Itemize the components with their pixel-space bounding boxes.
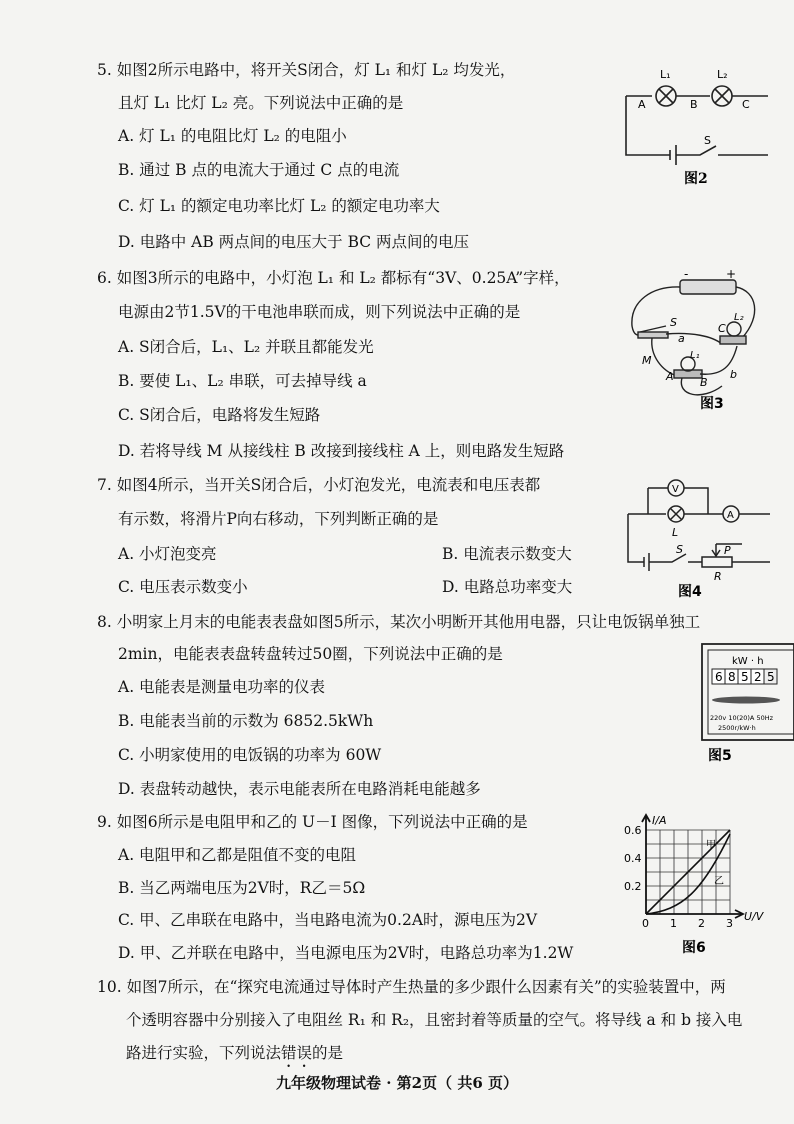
- fig3-label-b: B: [700, 376, 708, 389]
- figure-5-energy-meter: [700, 642, 794, 764]
- fig2-caption: 图2: [684, 171, 708, 187]
- q5-stem-line2: 且灯 L₁ 比灯 L₂ 亮。下列说法中正确的是: [118, 94, 404, 112]
- q6-stem-line2: 电源由2节1.5V的干电池串联而成，则下列说法中正确的是: [118, 303, 521, 321]
- q6-option-d: D. 若将导线 M 从接线柱 B 改接到接线柱 A 上，则电路发生短路: [118, 442, 565, 460]
- q10-stem3-pre: 路进行实验，下列说法: [126, 1044, 282, 1062]
- fig2-label-s: S: [704, 134, 711, 147]
- fig2-label-a: A: [638, 98, 646, 111]
- graph-label-jia: 甲: [706, 840, 716, 851]
- q5-option-c: C. 灯 L₁ 的额定电功率比灯 L₂ 的额定电功率大: [118, 197, 440, 215]
- fig3-label-s: S: [670, 316, 677, 329]
- q7-option-a: A. 小灯泡变亮: [118, 545, 217, 563]
- q7-option-d: D. 电路总功率变大: [442, 578, 573, 596]
- fig3-label-b-wire: b: [730, 368, 737, 381]
- fig3-label-a: A: [666, 370, 674, 383]
- figure-3-circuit: [622, 266, 772, 416]
- fig6-caption: 图6: [682, 940, 706, 956]
- q10-stem3-post: 的是: [312, 1044, 344, 1062]
- figure-2-circuit: [618, 60, 768, 190]
- q8-option-a: A. 电能表是测量电功率的仪表: [118, 678, 326, 696]
- q5-option-b: B. 通过 B 点的电流大于通过 C 点的电流: [118, 161, 400, 179]
- q7-option-b: B. 电流表示数变大: [442, 545, 572, 563]
- fig4-label-v: V: [672, 484, 679, 495]
- q5-option-a: A. 灯 L₁ 的电阻比灯 L₂ 的电阻小: [118, 127, 347, 145]
- graph-ylabel: I/A: [652, 814, 667, 827]
- meter-digit-4: 2: [754, 670, 762, 684]
- q10-stem-line3: [126, 1043, 343, 1071]
- fig4-caption: 图4: [678, 584, 702, 600]
- fig4-label-p: P: [724, 544, 731, 557]
- graph-ytick-04: 0.4: [624, 852, 642, 865]
- q10-stem3-emphasis: 错误: [281, 1044, 313, 1062]
- q8-option-d: D. 表盘转动越快，表示电能表所在电路消耗电能越多: [118, 780, 481, 798]
- q9-option-d: D. 甲、乙并联在电路中，当电源电压为2V时，电路总功率为1.2W: [118, 944, 574, 962]
- figure-6-ui-graph: [622, 812, 794, 964]
- fig2-label-c: C: [742, 98, 750, 111]
- fig3-label-a-wire: a: [678, 332, 685, 345]
- figure-4-circuit: [620, 474, 770, 602]
- q7-option-c: C. 电压表示数变小: [118, 578, 248, 596]
- fig4-label-a: A: [727, 510, 734, 521]
- graph-xlabel: U/V: [744, 910, 764, 923]
- page-footer: 九年级物理试卷 · 第2页（ 共6 页）: [276, 1074, 518, 1092]
- graph-ytick-06: 0.6: [624, 824, 642, 837]
- meter-spec-1: 220v 10(20)A 50Hz: [710, 714, 774, 722]
- meter-digit-5: 5: [767, 670, 775, 684]
- q8-option-b: B. 电能表当前的示数为 6852.5kWh: [118, 712, 374, 730]
- fig3-label-m: M: [642, 354, 652, 367]
- graph-xtick-3: 3: [726, 917, 733, 930]
- fig3-caption: 图3: [700, 396, 724, 412]
- fig3-label-minus: -: [684, 267, 689, 281]
- q8-option-c: C. 小明家使用的电饭锅的功率为 60W: [118, 746, 382, 764]
- q7-stem-line1: 7. 如图4所示，当开关S闭合后，小灯泡发光，电流表和电压表都: [97, 476, 541, 494]
- q6-option-a: A. S闭合后，L₁、L₂ 并联且都能发光: [118, 338, 374, 356]
- q6-stem-line1: 6. 如图3所示的电路中，小灯泡 L₁ 和 L₂ 都标有“3V、0.25A”字样，: [97, 269, 570, 287]
- meter-digit-1: 6: [715, 670, 723, 684]
- meter-disc: [712, 697, 780, 704]
- fig4-label-r: R: [714, 570, 722, 583]
- fig2-label-b: B: [690, 98, 698, 111]
- graph-label-yi: 乙: [714, 876, 724, 887]
- meter-digit-2: 8: [728, 670, 736, 684]
- q9-option-b: B. 当乙两端电压为2V时，R乙＝5Ω: [118, 879, 366, 897]
- q7-stem-line2: 有示数，将滑片P向右移动，下列判断正确的是: [118, 510, 439, 528]
- q10-stem-line2: 个透明容器中分别接入了电阻丝 R₁ 和 R₂，且密封着等质量的空气。将导线 a 和 b 接入电: [126, 1011, 743, 1029]
- fig3-label-c: C: [718, 322, 726, 335]
- fig4-label-l: L: [672, 526, 679, 539]
- graph-ytick-02: 0.2: [624, 880, 642, 893]
- q6-option-b: B. 要使 L₁、L₂ 串联，可去掉导线 a: [118, 372, 367, 390]
- fig2-label-l1: L₁: [660, 68, 671, 81]
- meter-unit: kW · h: [732, 656, 764, 667]
- q9-option-c: C. 甲、乙串联在电路中，当电路电流为0.2A时，源电压为2V: [118, 911, 538, 929]
- fig3-label-plus: +: [726, 267, 737, 281]
- q5-option-d: D. 电路中 AB 两点间的电压大于 BC 两点间的电压: [118, 233, 470, 251]
- fig4-label-s: S: [676, 543, 683, 556]
- graph-xtick-2: 2: [698, 917, 705, 930]
- graph-xtick-1: 1: [670, 917, 677, 930]
- meter-digit-3: 5: [741, 670, 749, 684]
- fig5-caption: 图5: [708, 748, 732, 764]
- q6-option-c: C. S闭合后，电路将发生短路: [118, 406, 321, 424]
- graph-xtick-0: 0: [642, 917, 649, 930]
- q10-stem-line1: 10. 如图7所示，在“探究电流通过导体时产生热量的多少跟什么因素有关”的实验装置中，两: [97, 978, 726, 996]
- q8-stem-line1: 8. 小明家上月末的电能表表盘如图5所示，某次小明断开其他用电器，只让电饭锅单独工: [97, 613, 701, 631]
- fig3-label-l2: L₂: [734, 312, 744, 323]
- fig2-label-l2: L₂: [717, 68, 728, 81]
- q8-stem-line2: 2min，电能表表盘转盘转过50圈，下列说法中正确的是: [118, 645, 503, 663]
- q5-stem-line1: 5. 如图2所示电路中，将开关S闭合，灯 L₁ 和灯 L₂ 均发光，: [97, 61, 516, 79]
- q9-stem-line1: 9. 如图6所示是电阻甲和乙的 U－I 图像，下列说法中正确的是: [97, 813, 528, 831]
- meter-spec-2: 2500r/kW·h: [718, 724, 756, 732]
- q9-option-a: A. 电阻甲和乙都是阻值不变的电阻: [118, 846, 357, 864]
- fig3-label-l1: L₁: [690, 350, 700, 361]
